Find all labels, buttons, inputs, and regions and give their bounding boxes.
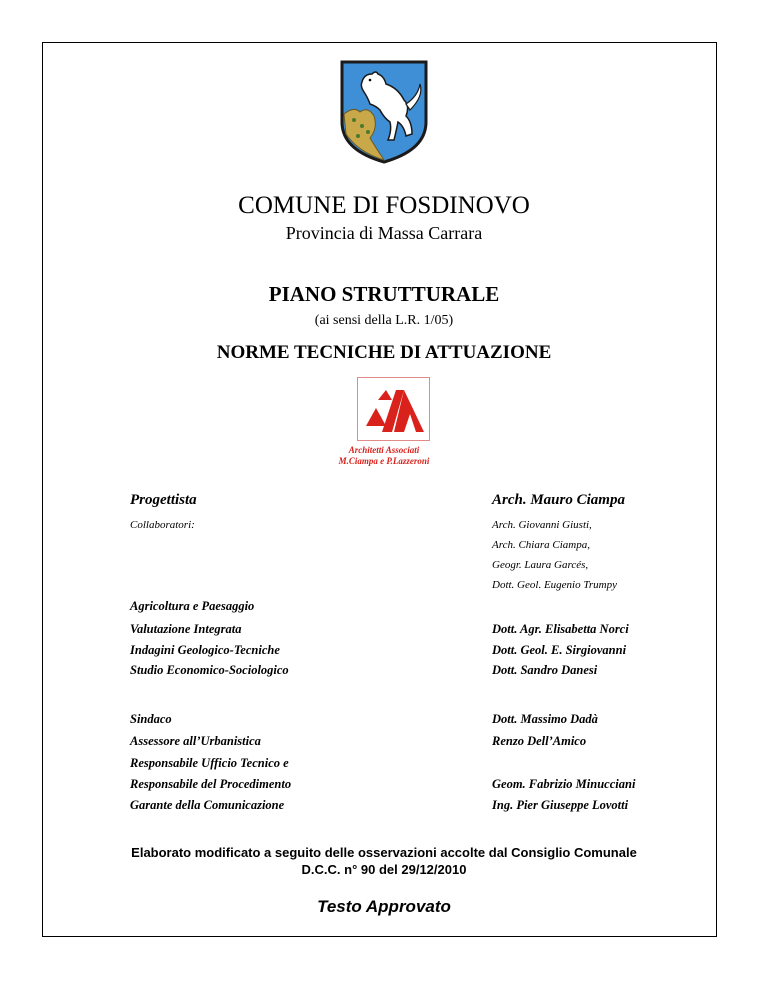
document-title: NORME TECNICHE DI ATTUAZIONE — [216, 342, 552, 363]
coat-of-arms-logo — [340, 56, 428, 164]
studio-logo-icon — [358, 378, 429, 440]
official-row — [130, 711, 690, 727]
collaboratori-row — [130, 538, 690, 554]
consultant-row — [130, 642, 690, 658]
official-row — [130, 733, 690, 749]
consultant-label: Agricoltura e Paesaggio — [130, 599, 255, 613]
council-resolution: D.C.C. n° 90 del 29/12/2010 — [301, 862, 467, 877]
province-subtitle: Provincia di Massa Carrara — [285, 223, 483, 243]
consultant-name: Dott. Sandro Danesi — [492, 663, 598, 677]
official-label: Assessore all’Urbanistica — [130, 734, 261, 748]
plan-title: PIANO STRUTTURALE — [268, 282, 500, 306]
progettista-label: Progettista — [130, 492, 197, 508]
official-row — [130, 797, 690, 813]
collaboratore-name: Arch. Giovanni Giusti, — [492, 519, 592, 531]
official-label: Responsabile del Procedimento — [130, 777, 292, 791]
collaboratori-row — [130, 578, 690, 594]
consultant-name: Dott. Geol. E. Sirgiovanni — [492, 643, 627, 657]
legal-reference: (ai sensi della L.R. 1/05) — [314, 313, 454, 328]
consultant-row — [130, 662, 690, 678]
consultant-row — [130, 598, 690, 614]
collaboratore-name: Geogr. Laura Garcés, — [492, 559, 589, 571]
official-label: Sindaco — [130, 712, 172, 726]
collaboratori-label: Collaboratori: — [130, 519, 195, 531]
official-label: Garante della Comunicazione — [130, 798, 285, 812]
municipality-title: COMUNE DI FOSDINOVO — [238, 192, 530, 219]
consultant-label: Studio Economico-Sociologico — [130, 663, 289, 677]
consultant-label: Indagini Geologico-Tecniche — [130, 643, 280, 657]
studio-logo — [357, 377, 430, 441]
progettista-name: Arch. Mauro Ciampa — [492, 492, 625, 508]
collaboratore-name: Dott. Geol. Eugenio Trumpy — [492, 579, 617, 591]
progettista-row — [130, 491, 690, 507]
consultant-name: Dott. Agr. Elisabetta Norci — [492, 622, 629, 636]
consultant-label: Valutazione Integrata — [130, 622, 242, 636]
official-row — [130, 755, 690, 771]
official-name: Renzo Dell’Amico — [492, 734, 587, 748]
consultant-row — [130, 621, 690, 637]
official-name: Ing. Pier Giuseppe Lovotti — [492, 798, 629, 812]
studio-partners: M.Ciampa e P.Lazzeroni — [338, 456, 430, 466]
collaboratori-row — [130, 518, 690, 534]
official-row — [130, 776, 690, 792]
approval-status: Testo Approvato — [317, 897, 451, 916]
official-name: Geom. Fabrizio Minucciani — [492, 777, 636, 791]
official-label: Responsabile Ufficio Tecnico e — [130, 756, 289, 770]
collaboratori-row — [130, 558, 690, 574]
studio-name: Architetti Associati — [348, 445, 420, 455]
official-name: Dott. Massimo Dadà — [492, 712, 598, 726]
amendment-note: Elaborato modificato a seguito delle osservazioni accolte dal Consiglio Comunale — [131, 845, 637, 860]
collaboratore-name: Arch. Chiara Ciampa, — [492, 539, 590, 551]
